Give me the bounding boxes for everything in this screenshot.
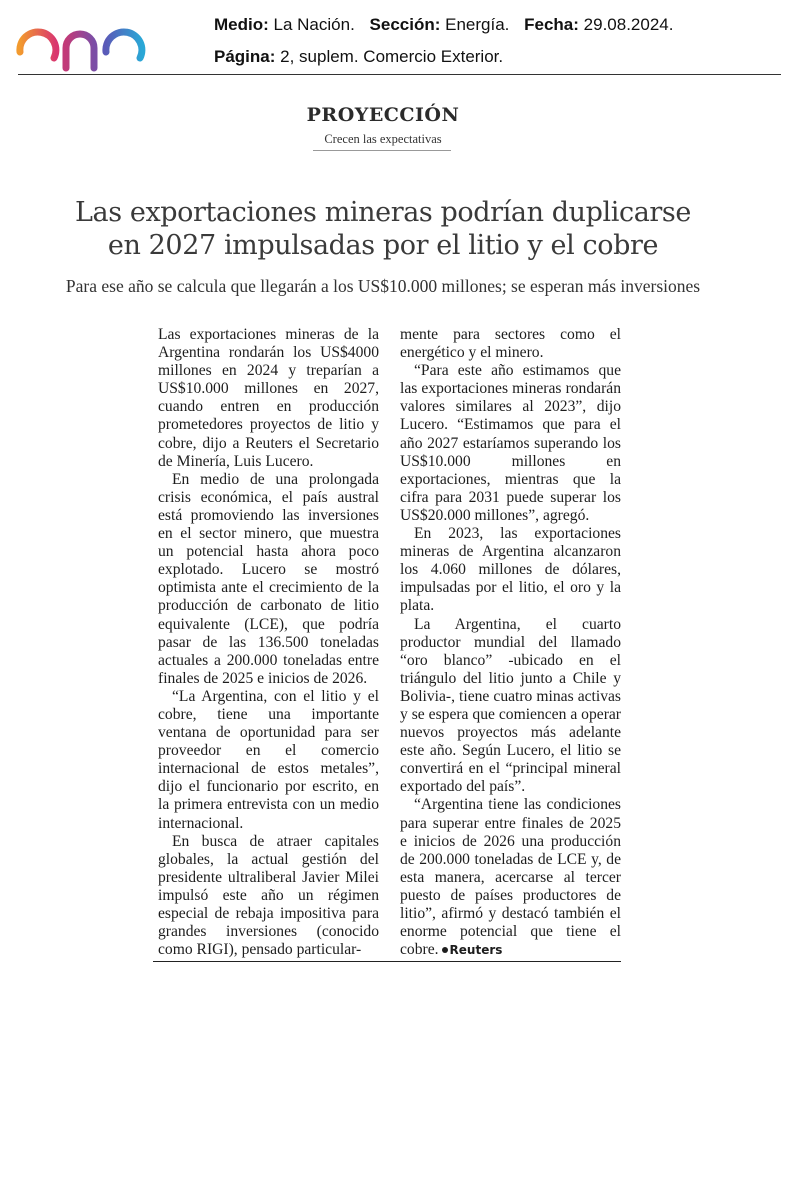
- seccion-value: Energía.: [445, 15, 510, 34]
- paragraph: “La Argentina, con el litio y el cobre, tiene una importante ventana de oportunidad para ser proveedor en el comercio internacional de estos metales”, dijo el funcionario por escrito, en la primera entrevista con un medio internacional.: [158, 687, 379, 832]
- paragraph: mente para sectores como el energético y el minero.: [400, 326, 621, 362]
- pagina-value: 2, suplem. Comercio Exterior.: [280, 47, 504, 66]
- paragraph: En busca de atraer capitales globales, la actual gestión del presidente ultraliberal Javier Milei impulsó este año un régimen especial de rebaja impositiva para grandes inversiones (conocido como RIGI), pensado particular-: [158, 832, 379, 959]
- article-column-left: [158, 326, 379, 959]
- medio-value: La Nación.: [273, 15, 355, 34]
- paragraph: Las exportaciones mineras de la Argentina rondarán los US$4000 millones en 2024 y treparían a US$10.000 millones en 2027, cuando entren en producción prometedores proyectos de litio y cobre, dijo a Reuters el Secretario de Minería, Luis Lucero.: [158, 326, 379, 470]
- section-label: PROYECCIÓN: [306, 104, 460, 126]
- paragraph: En medio de una prolongada crisis económica, el país austral está promoviendo las inversiones en el sector minero, que muestra un potencial hasta ahora poco explotado. Lucero se mostró optimista ante el crecimiento de la producción de carbonato de litio equivalente (LCE), que podría pasar de las 136.500 toneladas actuales a 200.000 toneladas entre finales de 2025 e inicios de 2026.: [158, 470, 379, 687]
- meta-line-1: [214, 9, 673, 41]
- paragraph: La Argentina, el cuarto productor mundial del llamado “oro blanco” -ubicado en el triángulo del litio junto a Chile y Bolivia-, tiene cuatro minas activas y se espera que comiencen a operar nuevos proyectos más adelante este año. Según Lucero, el litio se convertirá en el “principal mineral exportado del país”.: [400, 615, 621, 796]
- pagina-label: Página:: [214, 47, 276, 66]
- article-column-right: [400, 326, 621, 959]
- byline-bullet-icon: [442, 947, 448, 953]
- seccion-label: Sección:: [369, 15, 441, 34]
- paragraph-text: “Argentina tiene las condiciones para superar entre finales de 2025 e inicios de 2026 una producción de 200.000 toneladas de LCE y, de esta manera, acercarse al tercer puesto de países productores de litio”, afirmó y destacó también el enorme potencial que tiene el cobre.: [400, 796, 621, 959]
- paragraph: En 2023, las exportaciones mineras de Argentina alcanzaron los 4.060 millones de dólares, impulsadas por el litio, el oro y la plata.: [400, 525, 621, 615]
- paragraph: “Para este año estimamos que las exportaciones mineras rondarán valores similares al 2023”, dijo Lucero. “Estimamos que para el año 2027 estaríamos superando los US$10.000 millones en exportaciones, mientras que la cifra para 2031 puede superar los US$20.000 millones”, agregó.: [400, 362, 621, 524]
- paragraph-last: [400, 796, 621, 959]
- headline: [0, 196, 766, 262]
- meta-line-2: [214, 41, 673, 73]
- article-bottom-divider: [153, 961, 621, 962]
- section-subtitle-underline: [313, 150, 451, 151]
- header-divider: [18, 74, 781, 75]
- subheadline: Para ese año se calcula que llegarán a los US$10.000 millones; se esperan más inversiones: [65, 276, 701, 296]
- byline: Reuters: [449, 943, 503, 958]
- fecha-value: 29.08.2024.: [583, 15, 674, 34]
- medio-label: Medio:: [214, 15, 269, 34]
- headline-line-2: en 2027 impulsadas por el litio y el cobre: [107, 230, 659, 261]
- fecha-label: Fecha:: [524, 15, 579, 34]
- enel-logo: [16, 8, 184, 74]
- headline-line-1: Las exportaciones mineras podrían duplicarse: [75, 197, 691, 228]
- press-clip-meta: [214, 9, 673, 73]
- section-subtitle: Crecen las expectativas: [324, 132, 442, 146]
